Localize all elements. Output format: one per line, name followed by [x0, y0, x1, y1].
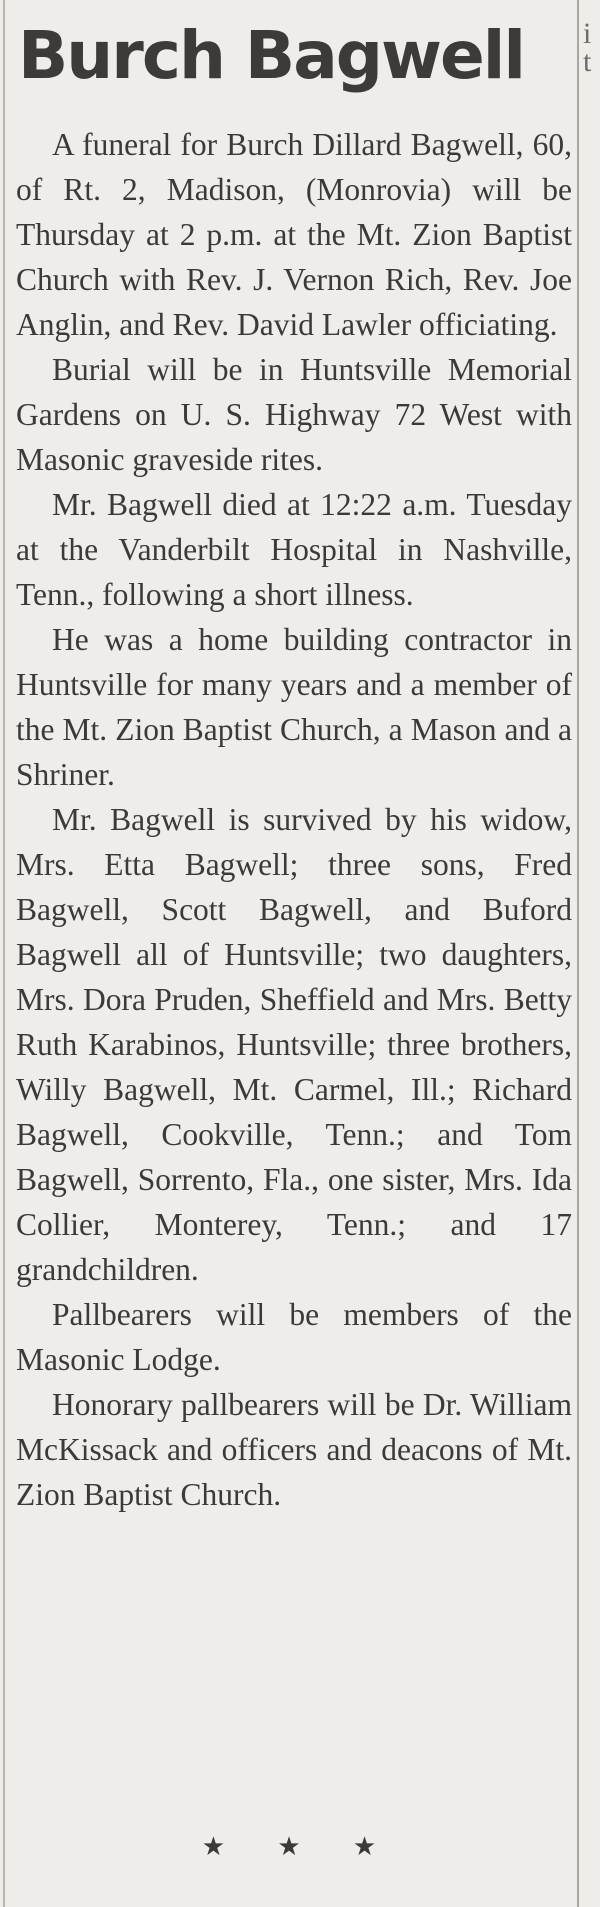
- paragraph-death: Mr. Bagwell died at 12:22 a.m. Tuesday at the Vanderbilt Hospital in Nashville, Tenn., following a short illness.: [16, 487, 572, 612]
- obituary-headline: Burch Bagwell: [18, 17, 524, 94]
- end-mark-stars: ★ ★ ★: [201, 1832, 399, 1862]
- paragraph-pallbearers: Pallbearers will be members of the Masonic Lodge.: [16, 1297, 572, 1377]
- paragraph-survivors: Mr. Bagwell is survived by his widow, Mrs. Etta Bagwell; three sons, Fred Bagwell, Scott Bagwell, and Buford Bagwell all of Huntsville; two daughters, Mrs. Dora Pruden, Sheffield and Mrs. Betty Ruth Karabinos, Huntsville; three brothers, Willy Bagwell, Mt. Carmel, Ill.; Richard Bagwell, Cookville, Tenn.; and Tom Bagwell, Sorrento, Fla., one sister, Mrs. Ida Collier, Monterey, Tenn.; and 17 grandchildren.: [16, 802, 572, 1287]
- left-column-rule: [3, 0, 5, 1907]
- right-column-rule: [577, 0, 579, 1907]
- paragraph-career: He was a home building contractor in Huntsville for many years and a member of the Mt. Zion Baptist Church, a Mason and a Shriner.: [16, 622, 572, 792]
- paragraph-funeral: A funeral for Burch Dillard Bagwell, 60, of Rt. 2, Madison, (Monrovia) will be Thursday at 2 p.m. at the Mt. Zion Baptist Church with Rev. J. Vernon Rich, Rev. Joe Anglin, and Rev. David Lawler officiating.: [16, 127, 572, 342]
- paragraph-honorary-pallbearers: Honorary pallbearers will be Dr. William McKissack and officers and deacons of Mt. Zion Baptist Church.: [16, 1387, 572, 1512]
- obituary-body: [16, 122, 572, 1517]
- adjacent-column-fragment: i t: [583, 17, 592, 78]
- paragraph-burial: Burial will be in Huntsville Memorial Gardens on U. S. Highway 72 West with Masonic graveside rites.: [16, 352, 572, 477]
